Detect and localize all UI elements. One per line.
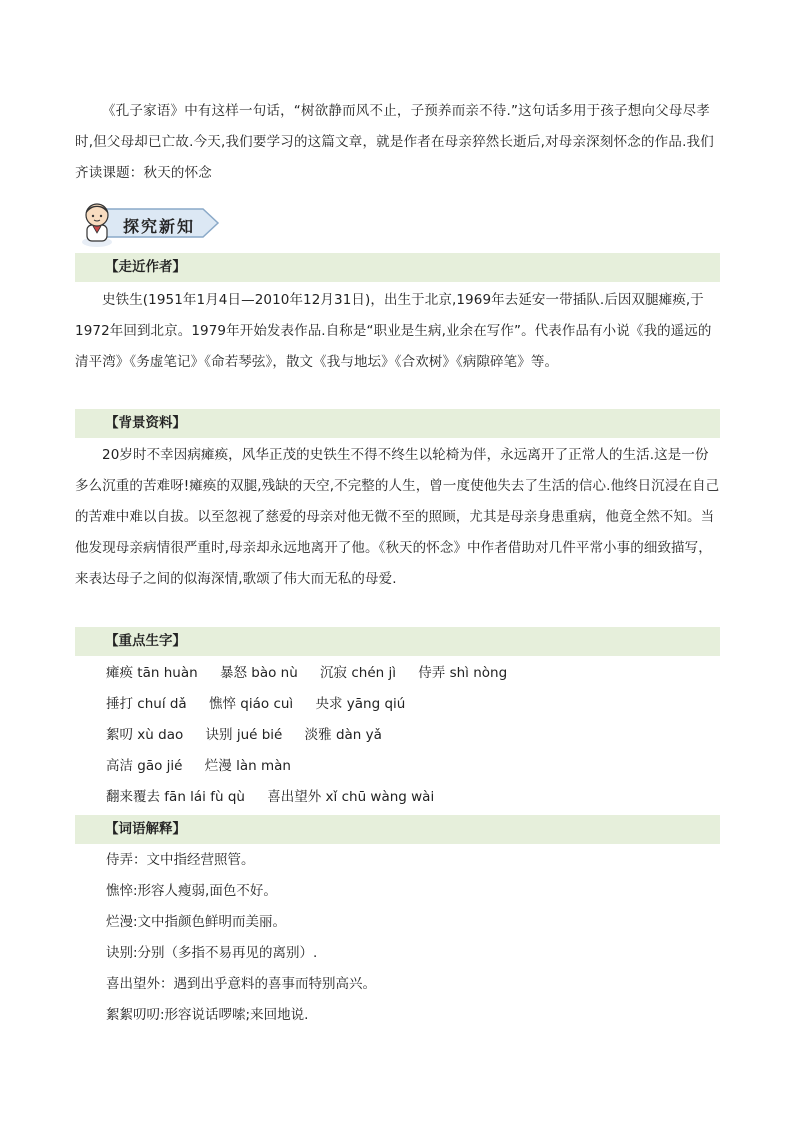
vocab-item: 瘫痪 tān huàn (106, 665, 198, 681)
vocab-row (106, 787, 452, 807)
vocab-item: 翻来覆去 fān lái fù qù (106, 789, 245, 805)
section-heading-background: 【背景资料】 (75, 409, 720, 438)
vocab-item: 沉寂 chén jì (320, 665, 396, 681)
intro-paragraph: 《孔子家语》中有这样一句话，“树欲静而风不止，子预养而亲不待.”这句话多用于孩子想向父母尽孝时,但父母却已亡故.今天,我们要学习的这篇文章，就是作者在母亲猝然长逝后,对母亲深刻怀念的作品.我们齐读课题：秋天的怀念 (75, 103, 714, 181)
term-definition: 烂漫:文中指颜色鲜明而美丽。 (106, 914, 287, 930)
vocab-item: 喜出望外 xǐ chū wàng wài (267, 789, 435, 805)
vocab-item: 絮叨 xù dao (106, 727, 184, 743)
vocab-row (106, 756, 309, 776)
vocab-item: 烂漫 làn màn (204, 758, 291, 774)
section-heading-terms: 【词语解释】 (75, 815, 720, 844)
background-paragraph: 20岁时不幸因病瘫痪，风华正茂的史铁生不得不终生以轮椅为伴，永远离开了正常人的生活.这是一份多么沉重的苦难呀!瘫痪的双腿,残缺的天空,不完整的人生，曾一度使他失去了生活的信心.他终日沉浸在自己的苦难中难以自拔。以至忽视了慈爱的母亲对他无微不至的照顾，尤其是母亲身患重病，他竟全然不知。当他发现母亲病情很严重时,母亲却永远地离开了他。《秋天的怀念》中作者借助对几件平常小事的细致描写，来表达母子之间的似海深情,歌颂了伟大而无私的母爱. (75, 447, 720, 587)
vocab-item: 诀别 jué bié (205, 727, 283, 743)
vocab-item: 侍弄 shì nòng (418, 665, 508, 681)
vocab-item: 高洁 gāo jié (106, 758, 183, 774)
author-paragraph: 史铁生(1951年1月4日—2010年12月31日)，出生于北京,1969年去延安一带插队.后因双腿瘫痪,于1972年回到北京。1979年开始发表作品.自称是“职业是生病,业余在写作”。代表作品有小说《我的遥远的清平湾》《务虚笔记》《命若琴弦》，散文《我与地坛》《合欢树》《病隙碎笔》等。 (75, 292, 712, 370)
section-banner (75, 195, 225, 247)
vocab-item: 央求 yāng qiú (315, 696, 406, 712)
vocab-item: 憔悴 qiáo cuì (209, 696, 294, 712)
vocab-row (106, 694, 423, 714)
vocab-row (106, 725, 400, 745)
term-definition: 诀别:分别（多指不易再见的离别）. (106, 945, 318, 961)
banner-title: 探究新知 (123, 217, 196, 236)
section-heading-author: 【走近作者】 (75, 253, 720, 282)
vocab-row (106, 663, 525, 683)
section-heading-vocab: 【重点生字】 (75, 627, 720, 656)
term-definition: 絮絮叨叨:形容说话啰嗦;来回地说. (106, 1007, 309, 1023)
term-definition: 憔悴:形容人瘦弱,面色不好。 (106, 883, 277, 899)
term-definition: 喜出望外：遇到出乎意料的喜事而特别高兴。 (106, 976, 376, 992)
vocab-item: 暴怒 bào nù (219, 665, 298, 681)
term-definition: 侍弄：文中指经营照管。 (106, 852, 255, 868)
vocab-item: 淡雅 dàn yǎ (304, 727, 382, 743)
vocab-item: 捶打 chuí dǎ (106, 696, 187, 712)
